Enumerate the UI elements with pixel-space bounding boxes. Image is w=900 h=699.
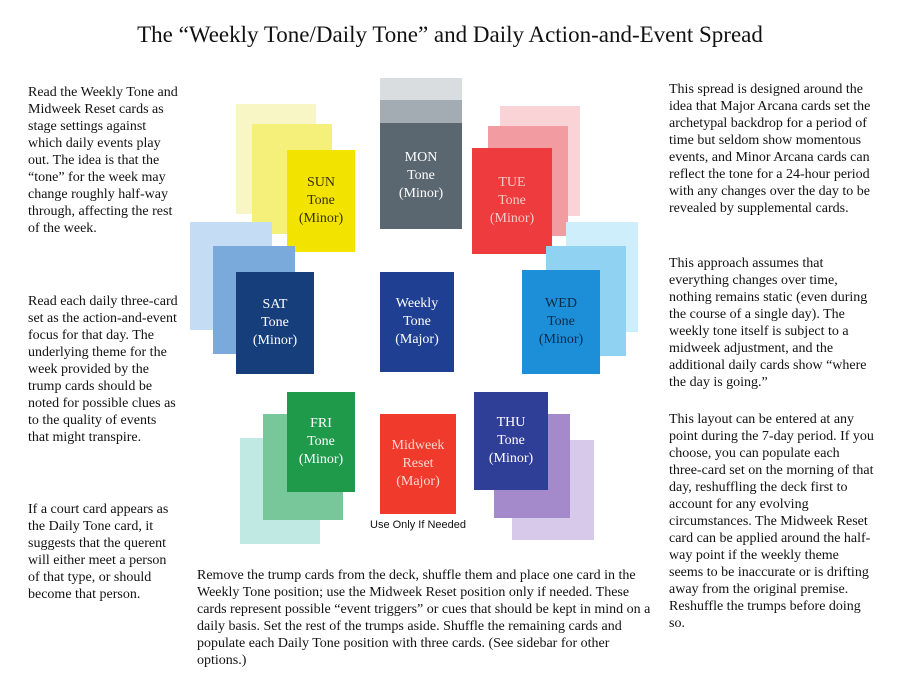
sat-tone-label: Tone bbox=[261, 315, 289, 330]
sat-day-label: SAT bbox=[262, 297, 288, 312]
fri-kind-label: (Minor) bbox=[298, 452, 344, 467]
fri-tone-card bbox=[287, 392, 355, 492]
sun-kind-label: (Minor) bbox=[298, 211, 344, 226]
tue-day-label: TUE bbox=[498, 175, 526, 190]
weekly-tone-label: Tone bbox=[403, 314, 431, 329]
use-only-if-needed-note: Use Only If Needed bbox=[370, 519, 466, 531]
sun-day-label: SUN bbox=[306, 175, 335, 190]
right-paragraph-3: This layout can be entered at any point during the 7-day period. If you choose, you can populate each three-card set on the morning of that day, reshuffling the deck first to account for any evolving circumstances. The Midweek Reset card can be applied around the half-way point if the weekly theme seems to be inaccurate or is drifting away from the original premise. Reshuffle the trumps before doing so. bbox=[669, 412, 874, 631]
wed-tone-card bbox=[522, 270, 600, 374]
thu-kind-label: (Minor) bbox=[488, 451, 534, 466]
midweek-tone-label: Reset bbox=[402, 456, 434, 471]
mon-day-label: MON bbox=[404, 150, 438, 165]
fri-day-label: FRI bbox=[310, 416, 332, 431]
sun-tone-label: Tone bbox=[307, 193, 335, 208]
left-paragraph-1: Read the Weekly Tone and Midweek Reset cards as stage settings against which daily events play out. The idea is that the “tone” for the week may change roughly half-way through, affecting the rest of the week. bbox=[28, 85, 178, 236]
midweek-reset-card bbox=[380, 414, 456, 514]
midweek-day-label: Midweek bbox=[391, 438, 445, 453]
page-title: The “Weekly Tone/Daily Tone” and Daily Action-and-Event Spread bbox=[137, 22, 763, 47]
weekly-tone-card bbox=[380, 272, 454, 372]
tue-kind-label: (Minor) bbox=[489, 211, 535, 226]
thu-tone-label: Tone bbox=[497, 433, 525, 448]
weekly-day-label: Weekly bbox=[395, 296, 439, 311]
mon-tone-label: Tone bbox=[407, 168, 435, 183]
mon-kind-label: (Minor) bbox=[398, 186, 444, 201]
sat-tone-card bbox=[236, 272, 314, 374]
left-paragraph-2: Read each daily three-card set as the action-and-event focus for that day. The underlying theme for the week provided by the trump cards should be noted for possible clues as to the quality of events that might transpire. bbox=[28, 294, 178, 445]
thu-tone-card bbox=[474, 392, 548, 490]
wed-tone-label: Tone bbox=[547, 314, 575, 329]
tue-tone-card bbox=[472, 148, 552, 254]
wed-kind-label: (Minor) bbox=[538, 332, 584, 347]
left-paragraph-3: If a court card appears as the Daily Tone card, it suggests that the querent will either meet a person of that type, or should become that person. bbox=[28, 502, 169, 602]
right-paragraph-1: This spread is designed around the idea that Major Arcana cards set the archetypal backdrop for a period of time but seldom show momentous events, and Minor Arcana cards can reflect the tone for a 24-hour period with any changes over the day to be revealed by supplemental cards. bbox=[669, 82, 871, 216]
tue-tone-label: Tone bbox=[498, 193, 526, 208]
thu-day-label: THU bbox=[496, 415, 526, 430]
instructions-paragraph: Remove the trump cards from the deck, shuffle them and place one card in the Weekly Tone position; use the Midweek Reset position only if needed. These cards represent possible “event triggers” or cues that should be kept in mind on a daily basis. Set the rest of the trumps aside. Shuffle the remaining cards and populate each Daily Tone position with three cards. (See sidebar for other options.) bbox=[197, 568, 651, 668]
weekly-kind-label: (Major) bbox=[395, 332, 439, 347]
right-paragraph-2: This approach assumes that everything changes over time, nothing remains static (even during the course of a single day). The weekly tone itself is subject to a midweek adjustment, and the additional daily cards show “where the day is going.” bbox=[669, 256, 868, 390]
sat-kind-label: (Minor) bbox=[252, 333, 298, 348]
mon-tone-card bbox=[380, 123, 462, 229]
wed-day-label: WED bbox=[545, 296, 577, 311]
midweek-kind-label: (Major) bbox=[396, 474, 440, 489]
fri-tone-label: Tone bbox=[307, 434, 335, 449]
sun-tone-card bbox=[287, 150, 355, 252]
